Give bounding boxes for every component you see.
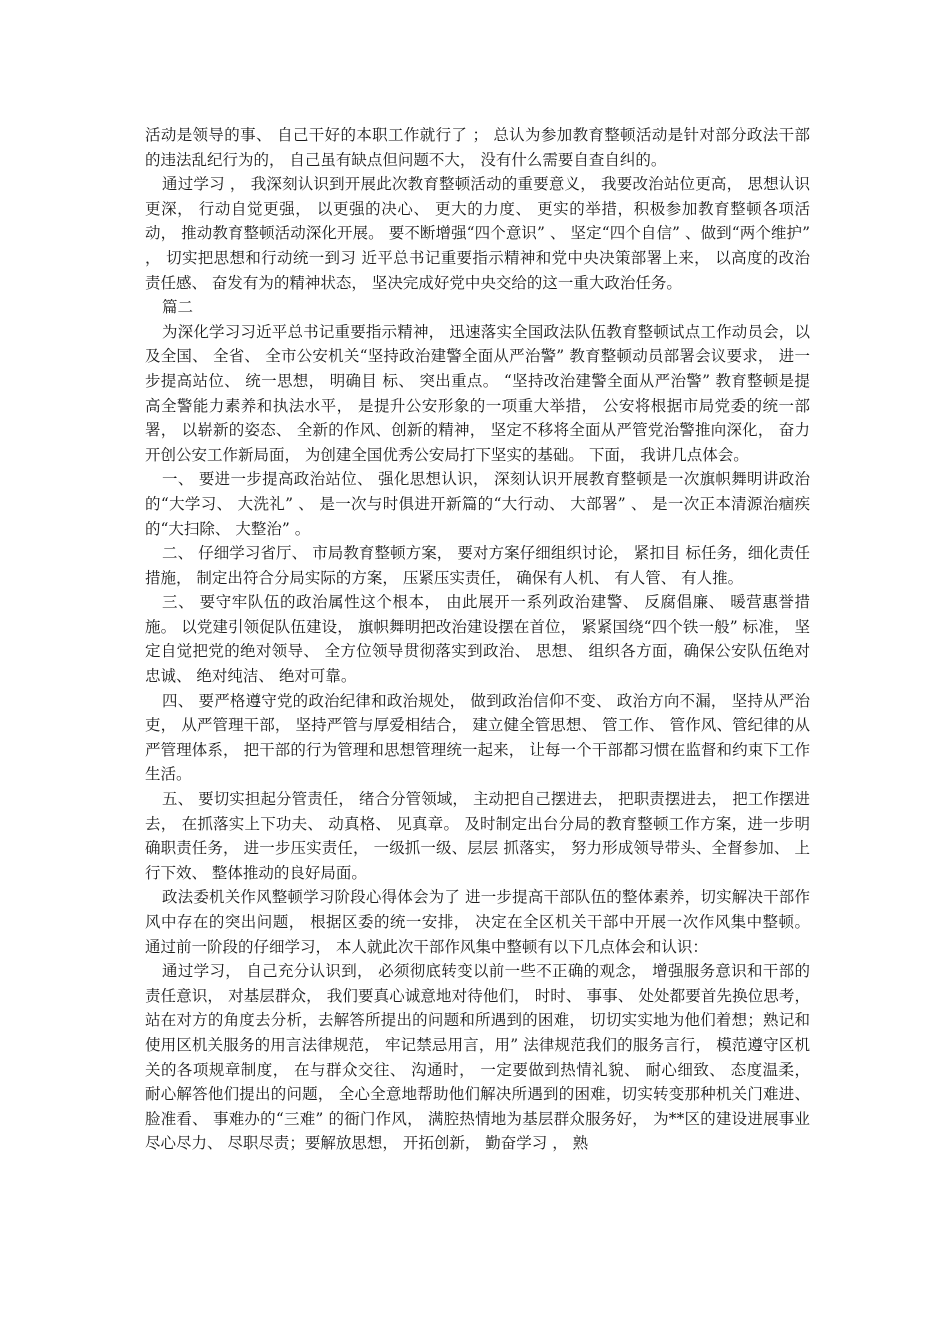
- paragraph: 为深化学习习近平总书记重要指示精神， 迅速落实全国政法队伍教育整顿试点工作动员会，以及全国、 全省、 全市公安机关“坚持政治建警全面从严治警” 教育整顿动员部署会议要求， 进一步提高站位、 统一思想， 明确目 标、 突出重点。 “坚持改治建警全面从严治警” 教育整顿是提高全警能力素养和执法水平， 是提升公安形象的一项重大举措， 公安将根据市局党委的统一部署， 以崭新的姿态、 全新的作风、创新的精神， 坚定不移将全面从严管党治警推向深化， 奋力开创公安工作新局面， 为创建全国优秀公安局打下坚实的基础。 下面， 我讲几点体会。: [145, 322, 810, 464]
- section-heading: 篇二: [162, 298, 194, 317]
- document-page: [145, 123, 810, 1156]
- paragraph: 一、 要进一步提高政治站位、 强化思想认识， 深刻认识开展教育整顿是一次旗帜舞明讲政治的“大学习、 大洗礼” 、 是一次与时俱进开新篇的“大行动、 大部署” 、 是一次正本清源治痼疾的“大扫除、 大整治” 。: [145, 470, 810, 538]
- paragraph: 政法委机关作风整顿学习阶段心得体会为了 进一步提高干部队伍的整体素养，切实解决干部作风中存在的突出问题， 根据区委的统一安排， 决定在全区机关干部中开展一次作风集中整顿。 通过前一阶段的仔细学习， 本人就此次干部作风集中整顿有以下几点体会和认识：: [145, 888, 810, 956]
- paragraph: 通过学习 ， 我深刻认识到开展此次教育整顿活动的重要意义， 我要改治站位更高， 思想认识更深， 行动自觉更强， 以更强的决心、 更大的力度、 更实的举措，积极参加教育整顿各项活动， 推动教育整顿活动深化开展。 要不断增强“四个意识” 、 坚定“四个自信” 、做到“两个维护” ， 切实把思想和行动统一到习 近平总书记重要指示精神和党中央决策部署上来， 以高度的改治责任感、 奋发有为的精神状态， 坚决完成好党中央交给的这一重大政治任务。: [145, 175, 810, 292]
- paragraph: 四、 要严格遵守党的政治纪律和政治规处， 做到政治信仰不变、 政治方向不漏， 坚持从严治吏， 从严管理干部， 坚持严管与厚爱相结合， 建立健全管思想、 管工作、 管作风、管纪律的从严管理体系， 把干部的行为管理和思想管理统一起来， 让每一个干部都习惯在监督和约束下工作生活。: [145, 691, 810, 784]
- paragraph: 活动是领导的事、 自己干好的本职工作就行了 ； 总认为参加教育整顿活动是针对部分政法干部的违法乱纪行为的， 自己虽有缺点但问题不大， 没有什么需要自查自纠的。: [145, 126, 810, 169]
- paragraph: 三、 要守牢队伍的政治属性这个根本， 由此展开一系列政治建警、 反腐倡廉、 暖营惠誉措施。 以党建引领促队伍建设， 旗帜舞明把改治建设摆在首位， 紧紧国绕“四个铁一般” 标准， 坚定自觉把党的绝对领导、 全方位领导贯彻落实到政治、 思想、 组织各方面，确保公安队伍绝对忠诚、 绝对纯洁、 绝对可靠。: [145, 593, 810, 686]
- paragraph: 二、 仔细学习省厅、 市局教育整顿方案， 要对方案仔细组织讨论， 紧扣目 标任务，细化责任措施， 制定出符合分局实际的方案， 压紧压实责任， 确保有人机、 有人管、 有人推。: [145, 544, 810, 587]
- paragraph: 通过学习， 自己充分认识到， 必须彻底转变以前一些不正确的观念， 增强服务意识和干部的责任意识， 对基层群众， 我们要真心诚意地对待他们， 时时、 事事、 处处都要首先换位思考， 站在对方的角度去分析，去解答所提出的问题和所遇到的困难， 切切实实地为他们着想；熟记和使用区机关服务的用言法律规范， 牢记禁忌用言，用” 法律规范我们的服务言行， 模范遵守区机关的各项规章制度， 在与群众交往、 沟通时， 一定要做到热情礼貌、 耐心细致、 态度温柔， 耐心解答他们提出的问题， 全心全意地帮助他们解决所遇到的困难，切实转变那种机关门难进、 脸准看、 事难办的“三难” 的衙门作风， 满腔热情地为基层群众服务好， 为**区的建设进展事业尽心尽力、 尽职尽责；要解放思想， 开拓创新， 勤奋学习 ， 熟: [145, 962, 810, 1153]
- paragraph: 五、 要切实担起分管责任， 绪合分管领域， 主动把自己摆进去， 把职责摆进去， 把工作摆进去， 在抓落实上下功夫、 动真格、 见真章。 及时制定出台分局的教育整顿工作方案，进一步明确职责任务， 进一步压实责任， 一级抓一级、层层 抓落实， 努力形成领导带头、全督参加、 上行下效、 整体推动的良好局面。: [145, 790, 810, 882]
